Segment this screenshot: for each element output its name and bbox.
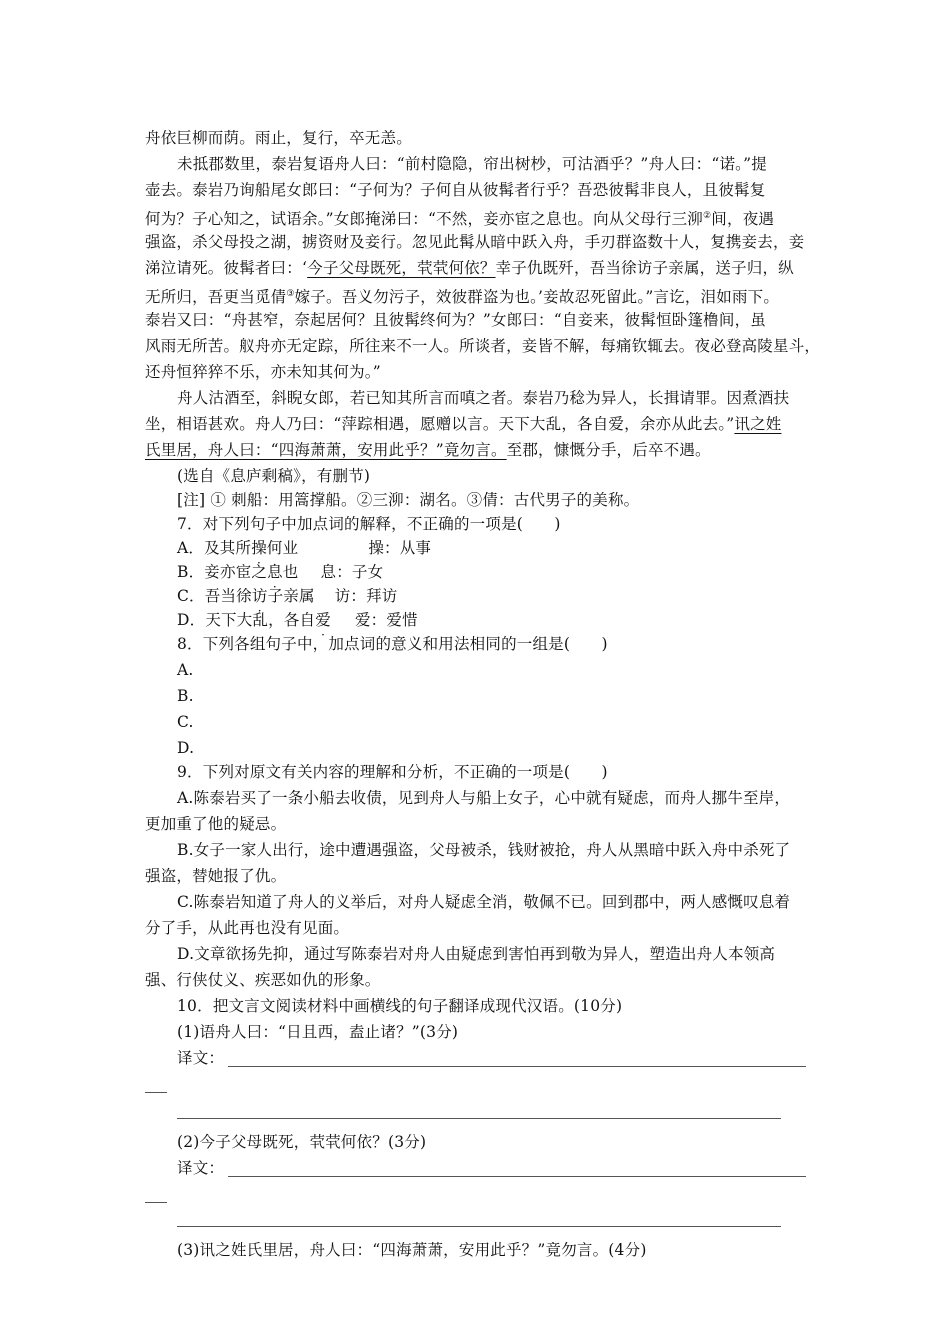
paragraph-line: 强盗，杀父母投之湖，掳资财及妾行。忽见此髯从暗中跃入舟，手刃群盗数十人，复携妾去，妾 — [145, 233, 805, 251]
option-8b: B. — [177, 687, 194, 705]
answer-line[interactable] — [228, 1176, 806, 1177]
option-8a: A. — [177, 661, 194, 679]
paragraph-line: 未抵郡数里，泰岩复语舟人曰：“前村隐隐，帘出树杪，可沽酒乎？”舟人曰：“诺。”提 — [177, 155, 767, 173]
underlined-sentence: 今子父母既死，茕茕何依？ — [307, 259, 496, 277]
underlined-sentence: 氏里居，舟人曰：“四海萧萧，安用此乎？”竟勿言。 — [145, 441, 507, 459]
paragraph-line: 涕泣请死。彼髯者曰：‘今子父母既死，茕茕何依？幸子仇既歼，吾当徐访子亲属，送子归，纵 — [145, 259, 794, 277]
question-10-1: (1)语舟人曰：“日且西，盍止诸？”(3分) — [177, 1023, 459, 1041]
answer-line[interactable] — [145, 1202, 167, 1203]
question-10-3: (3)讯之姓氏里居，舟人曰：“四海萧萧，安用此乎？”竟勿言。(4分) — [177, 1241, 647, 1259]
option-7a: A．及其所操何业 操：从事 — [177, 539, 432, 557]
paragraph-line: 泰岩又曰：“舟甚窄，奈起居何？且彼髯终何为？”女郎曰：“自妾来，彼髯恒卧篷橹间，虽 — [145, 311, 766, 329]
footnote-marker: ② — [703, 211, 712, 221]
translation-label: 译文： — [177, 1049, 225, 1067]
option-7b: B．妾亦宦之息也 息：子女 — [177, 563, 384, 581]
paragraph-line: 何为？子心知之，试语余。”女郎掩涕曰：“不然，妾亦宦之息也。向从父母行三泖②间，夜遇 — [145, 210, 775, 229]
paragraph-line: 无所归，吾更当觅倩③嫁子。吾义勿污子，效彼群盗为也。’妾故忍死留此。”言讫，泪如雨下。 — [145, 288, 780, 307]
underlined-sentence: 讯之姓 — [734, 415, 782, 433]
paragraph-line: 舟人沽酒至，斜睨女郎，若已知其所言而嗔之者。泰岩乃稔为异人，长揖请罪。因煮酒扶 — [177, 389, 790, 407]
question-7: 7．对下列句子中加点词的解释，不正确的一项是( ) — [177, 515, 561, 533]
question-8: 8．下列各组句子中，加点词的意义和用法相同的一组是( ) — [177, 635, 608, 653]
option-9b: B.女子一家人出行，途中遭遇强盗，父母被杀，钱财被抢，舟人从黑暗中跃入舟中杀死了 — [177, 841, 791, 859]
paragraph-line: 氏里居，舟人曰：“四海萧萧，安用此乎？”竟勿言。至郡，慷慨分手，后卒不遇。 — [145, 441, 711, 459]
option-9d: D.文章欲扬先抑，通过写陈泰岩对舟人由疑虑到害怕再到敬为异人，塑造出舟人本领高 — [177, 945, 776, 963]
translation-label: 译文： — [177, 1159, 225, 1177]
option-9d-cont: 强、行侠仗义、疾恶如仇的形象。 — [145, 971, 381, 989]
paragraph-line: 舟依巨柳而荫。雨止，复行，卒无恙。 — [145, 129, 412, 147]
question-10-2: (2)今子父母既死，茕茕何依？(3分) — [177, 1133, 427, 1151]
option-7d: D．天下大乱，各自爱 爱：爱惜 — [177, 611, 418, 629]
option-9a-cont: 更加重了他的疑忌。 — [145, 815, 287, 833]
option-8c: C. — [177, 713, 194, 731]
question-10: 10．把文言文阅读材料中画横线的句子翻译成现代汉语。(10分) — [177, 997, 623, 1015]
answer-line[interactable] — [177, 1226, 781, 1227]
annotation-note: [注] ① 刺船：用篙撑船。②三泖：湖名。③倩：古代男子的美称。 — [177, 491, 640, 509]
option-7c: C．吾当徐访子亲属 访：拜访 — [177, 587, 398, 605]
paragraph-line: 坐，相语甚欢。舟人乃曰：“萍踪相遇，愿赠以言。天下大乱，各自爱，余亦从此去。”讯之姓 — [145, 415, 782, 433]
footnote-marker: ③ — [286, 289, 295, 299]
question-9: 9．下列对原文有关内容的理解和分析，不正确的一项是( ) — [177, 763, 608, 781]
option-9c: C.陈泰岩知道了舟人的义举后，对舟人疑虑全消，敬佩不已。回到郡中，两人感慨叹息着 — [177, 893, 791, 911]
answer-line[interactable] — [145, 1092, 167, 1093]
paragraph-line: 壶去。泰岩乃询船尾女郎曰：“子何为？子何自从彼髯者行乎？吾恐彼髯非良人，且彼髯复 — [145, 181, 766, 199]
paragraph-line: 还舟恒猝猝不乐，亦未知其何为。” — [145, 363, 381, 381]
option-9b-cont: 强盗，替她报了仇。 — [145, 867, 287, 885]
answer-line[interactable] — [177, 1118, 781, 1119]
option-9a: A.陈泰岩买了一条小船去收债，见到舟人与船上女子，心中就有疑虑，而舟人挪牛至岸， — [177, 789, 791, 807]
option-9c-cont: 分了手，从此再也没有见面。 — [145, 919, 350, 937]
source-note: (选自《息庐剩稿》，有删节) — [177, 467, 371, 485]
paragraph-line: 风雨无所苦。舣舟亦无定踪，所往来不一人。所谈者，妾皆不解，每痛钦辄去。夜必登高陵星斗， — [145, 337, 821, 355]
answer-line[interactable] — [228, 1066, 806, 1067]
option-8d: D. — [177, 739, 195, 757]
